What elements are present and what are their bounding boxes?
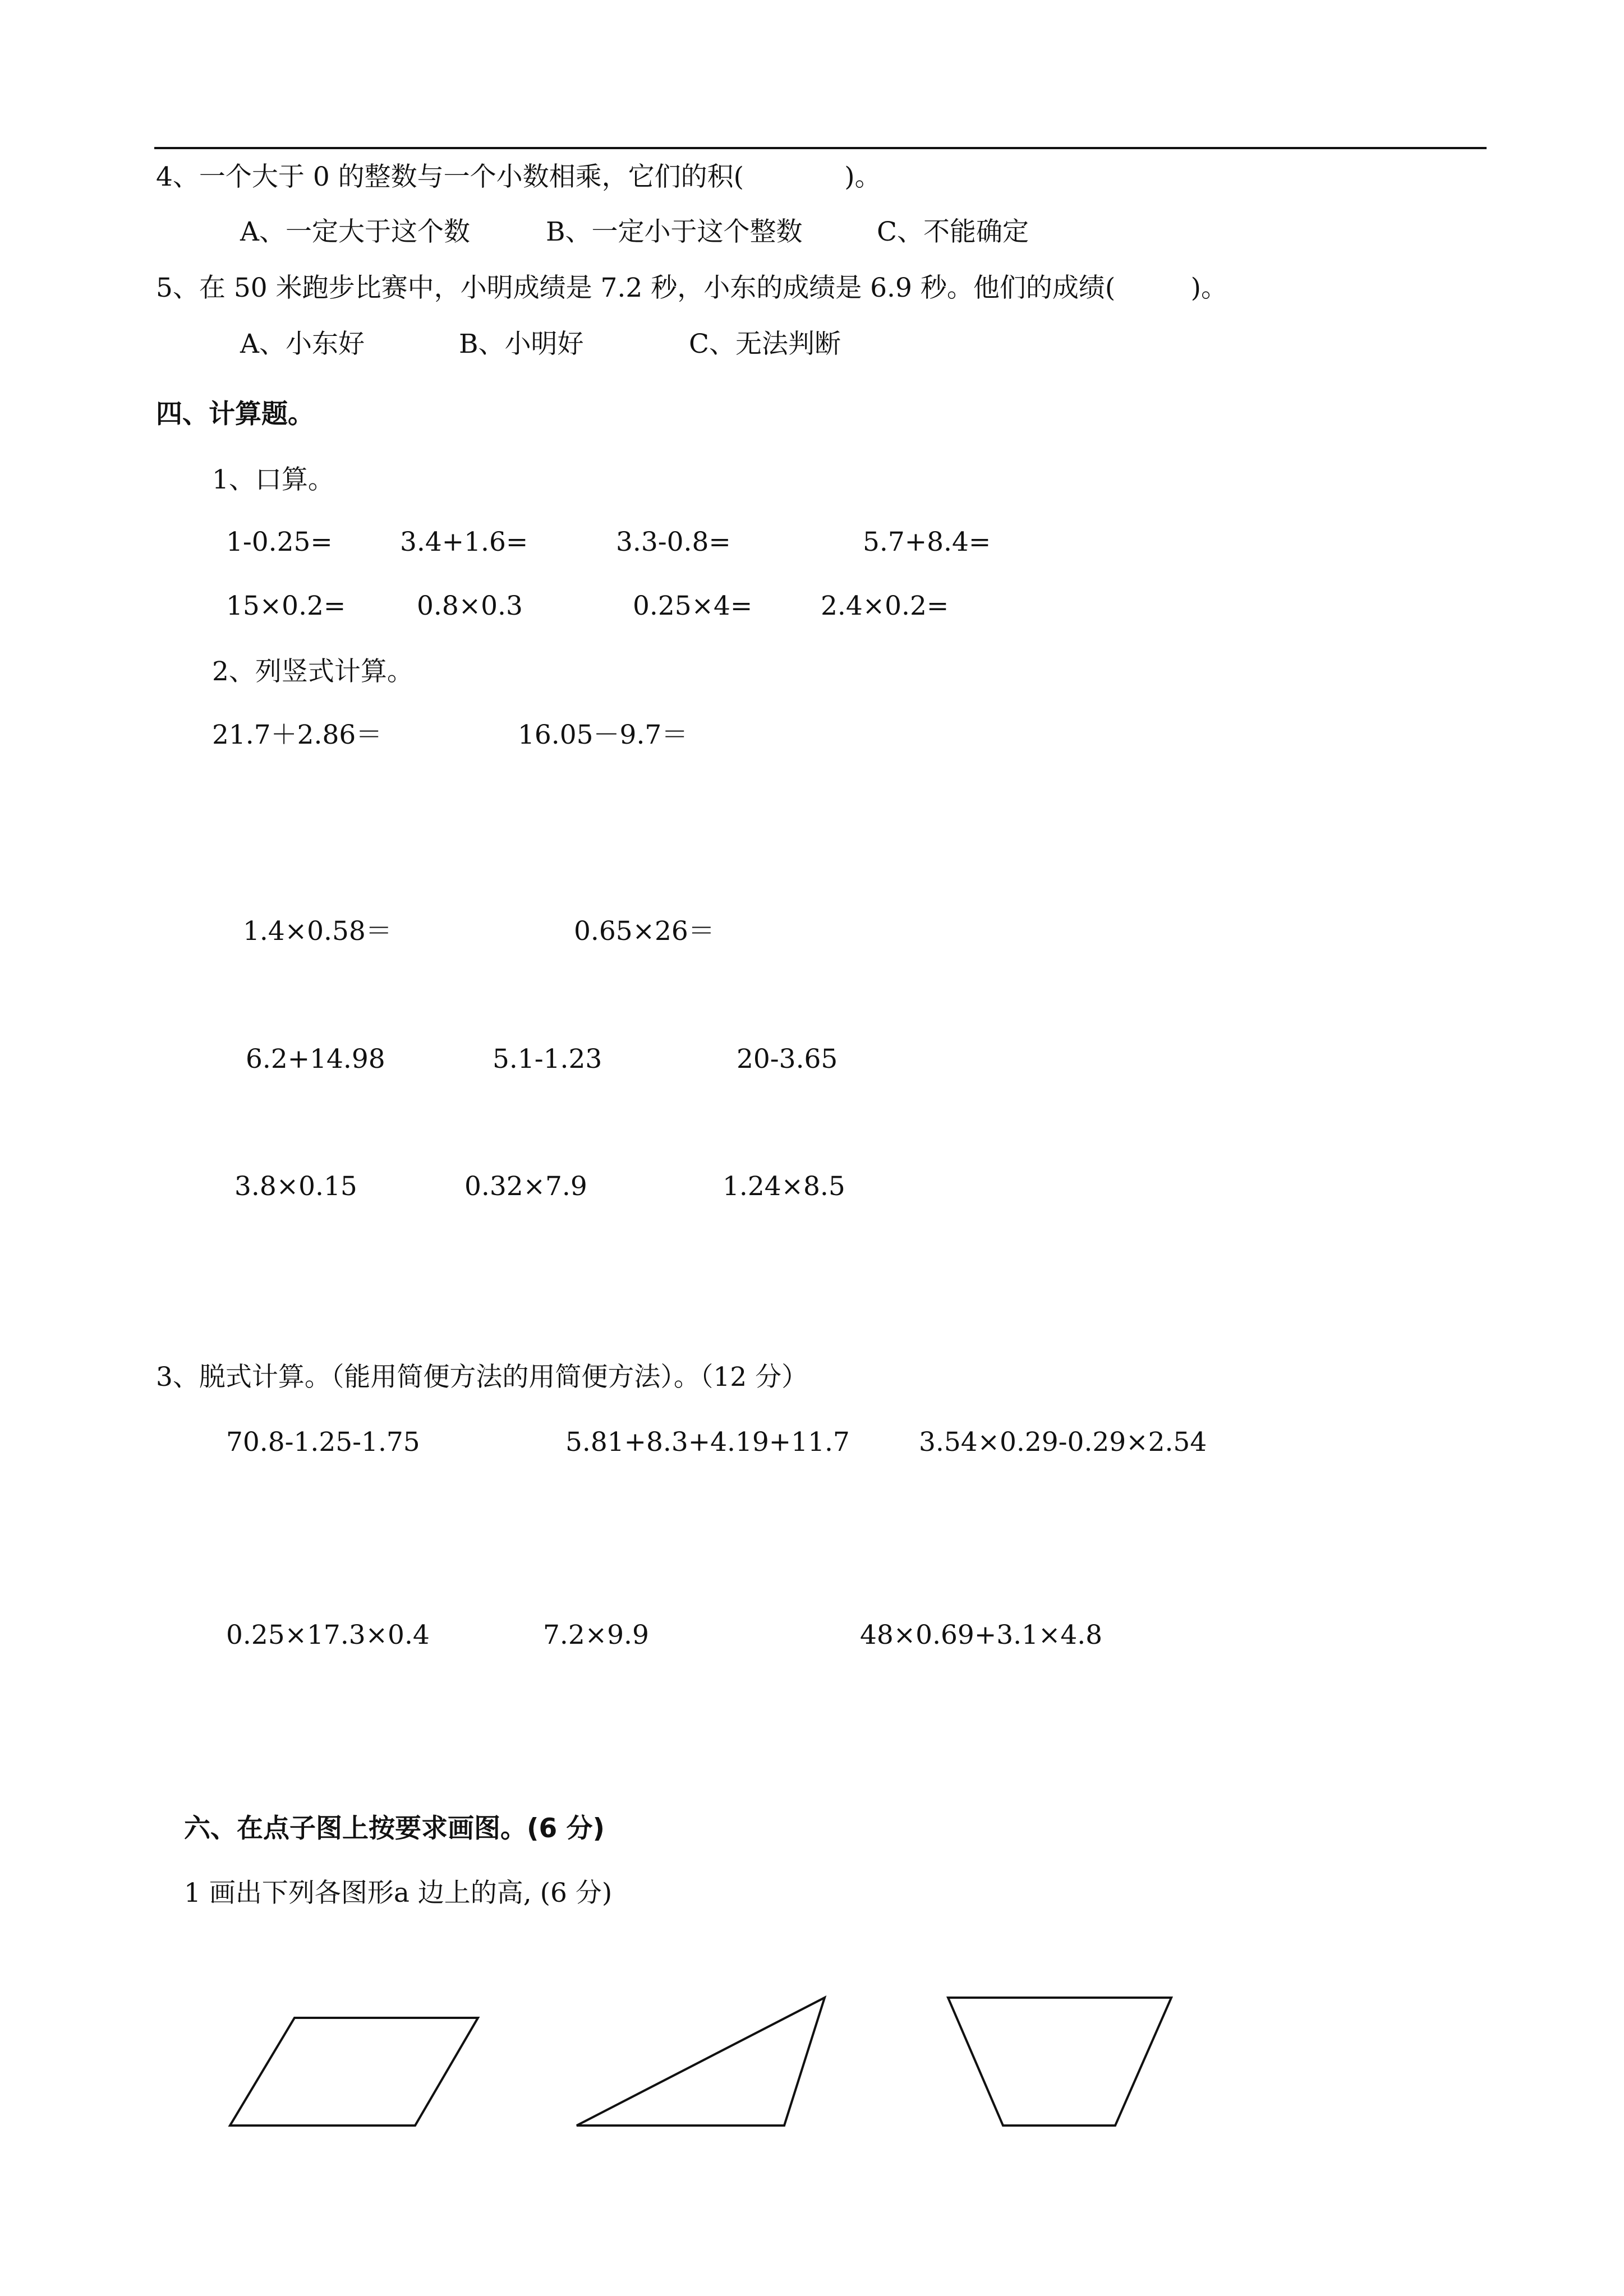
section-6-subquestion: 1 画出下列各图形a 边上的高, (6 分) — [184, 1878, 613, 1908]
vertical-item: 1.24×8.5 — [723, 1171, 845, 1202]
question-4-option-c: C、不能确定 — [877, 216, 1029, 247]
vertical-item: 21.7＋2.86＝ — [212, 720, 383, 750]
vertical-item: 1.4×0.58＝ — [243, 916, 392, 947]
question-5-option-b: B、小明好 — [459, 329, 584, 359]
stepwise-item: 70.8-1.25-1.75 — [226, 1427, 420, 1458]
oral-item: 3.4+1.6= — [400, 527, 528, 557]
question-4-stem: 4、一个大于 0 的整数与一个小数相乘，它们的积( )。 — [156, 162, 881, 192]
oral-item: 0.8×0.3 — [417, 591, 523, 621]
trapezoid-figure — [948, 1998, 1171, 2126]
stepwise-item: 5.81+8.3+4.19+11.7 — [565, 1427, 850, 1458]
oral-item: 5.7+8.4= — [863, 527, 991, 557]
stepwise-item: 48×0.69+3.1×4.8 — [860, 1620, 1103, 1650]
oral-item: 2.4×0.2= — [821, 591, 949, 621]
section-4-heading: 四、计算题。 — [156, 399, 314, 430]
section-6-heading: 六、在点子图上按要求画图。(6 分) — [184, 1813, 605, 1844]
question-5-option-a: A、小东好 — [240, 329, 365, 359]
oral-calc-label: 1、口算。 — [212, 464, 334, 495]
vertical-item: 5.1-1.23 — [493, 1044, 602, 1075]
vertical-item: 0.65×26＝ — [574, 916, 715, 947]
triangle-figure — [577, 1998, 825, 2126]
question-4-option-b: B、一定小于这个整数 — [546, 216, 803, 247]
vertical-calc-label: 2、列竖式计算。 — [212, 656, 413, 687]
oral-item: 0.25×4= — [633, 591, 753, 621]
vertical-item: 3.8×0.15 — [234, 1171, 357, 1202]
stepwise-item: 3.54×0.29-0.29×2.54 — [919, 1427, 1207, 1458]
stepwise-item: 0.25×17.3×0.4 — [226, 1620, 430, 1650]
stepwise-item: 7.2×9.9 — [543, 1620, 649, 1650]
vertical-item: 20-3.65 — [737, 1044, 838, 1075]
stepwise-calc-label: 3、脱式计算。（能用简便方法的用简便方法）。（12 分） — [156, 1362, 808, 1393]
vertical-item: 0.32×7.9 — [464, 1171, 587, 1202]
question-5-stem: 5、在 50 米跑步比赛中，小明成绩是 7.2 秒，小东的成绩是 6.9 秒。他们的成绩( )。 — [156, 273, 1227, 303]
oral-item: 15×0.2= — [226, 591, 346, 621]
vertical-item: 6.2+14.98 — [246, 1044, 385, 1075]
question-4-option-a: A、一定大于这个数 — [240, 216, 470, 247]
question-5-option-c: C、无法判断 — [689, 329, 841, 359]
parallelogram-figure — [230, 2018, 478, 2126]
oral-item: 3.3-0.8= — [616, 527, 731, 557]
oral-item: 1-0.25= — [226, 527, 333, 557]
vertical-item: 16.05－9.7＝ — [518, 720, 688, 750]
